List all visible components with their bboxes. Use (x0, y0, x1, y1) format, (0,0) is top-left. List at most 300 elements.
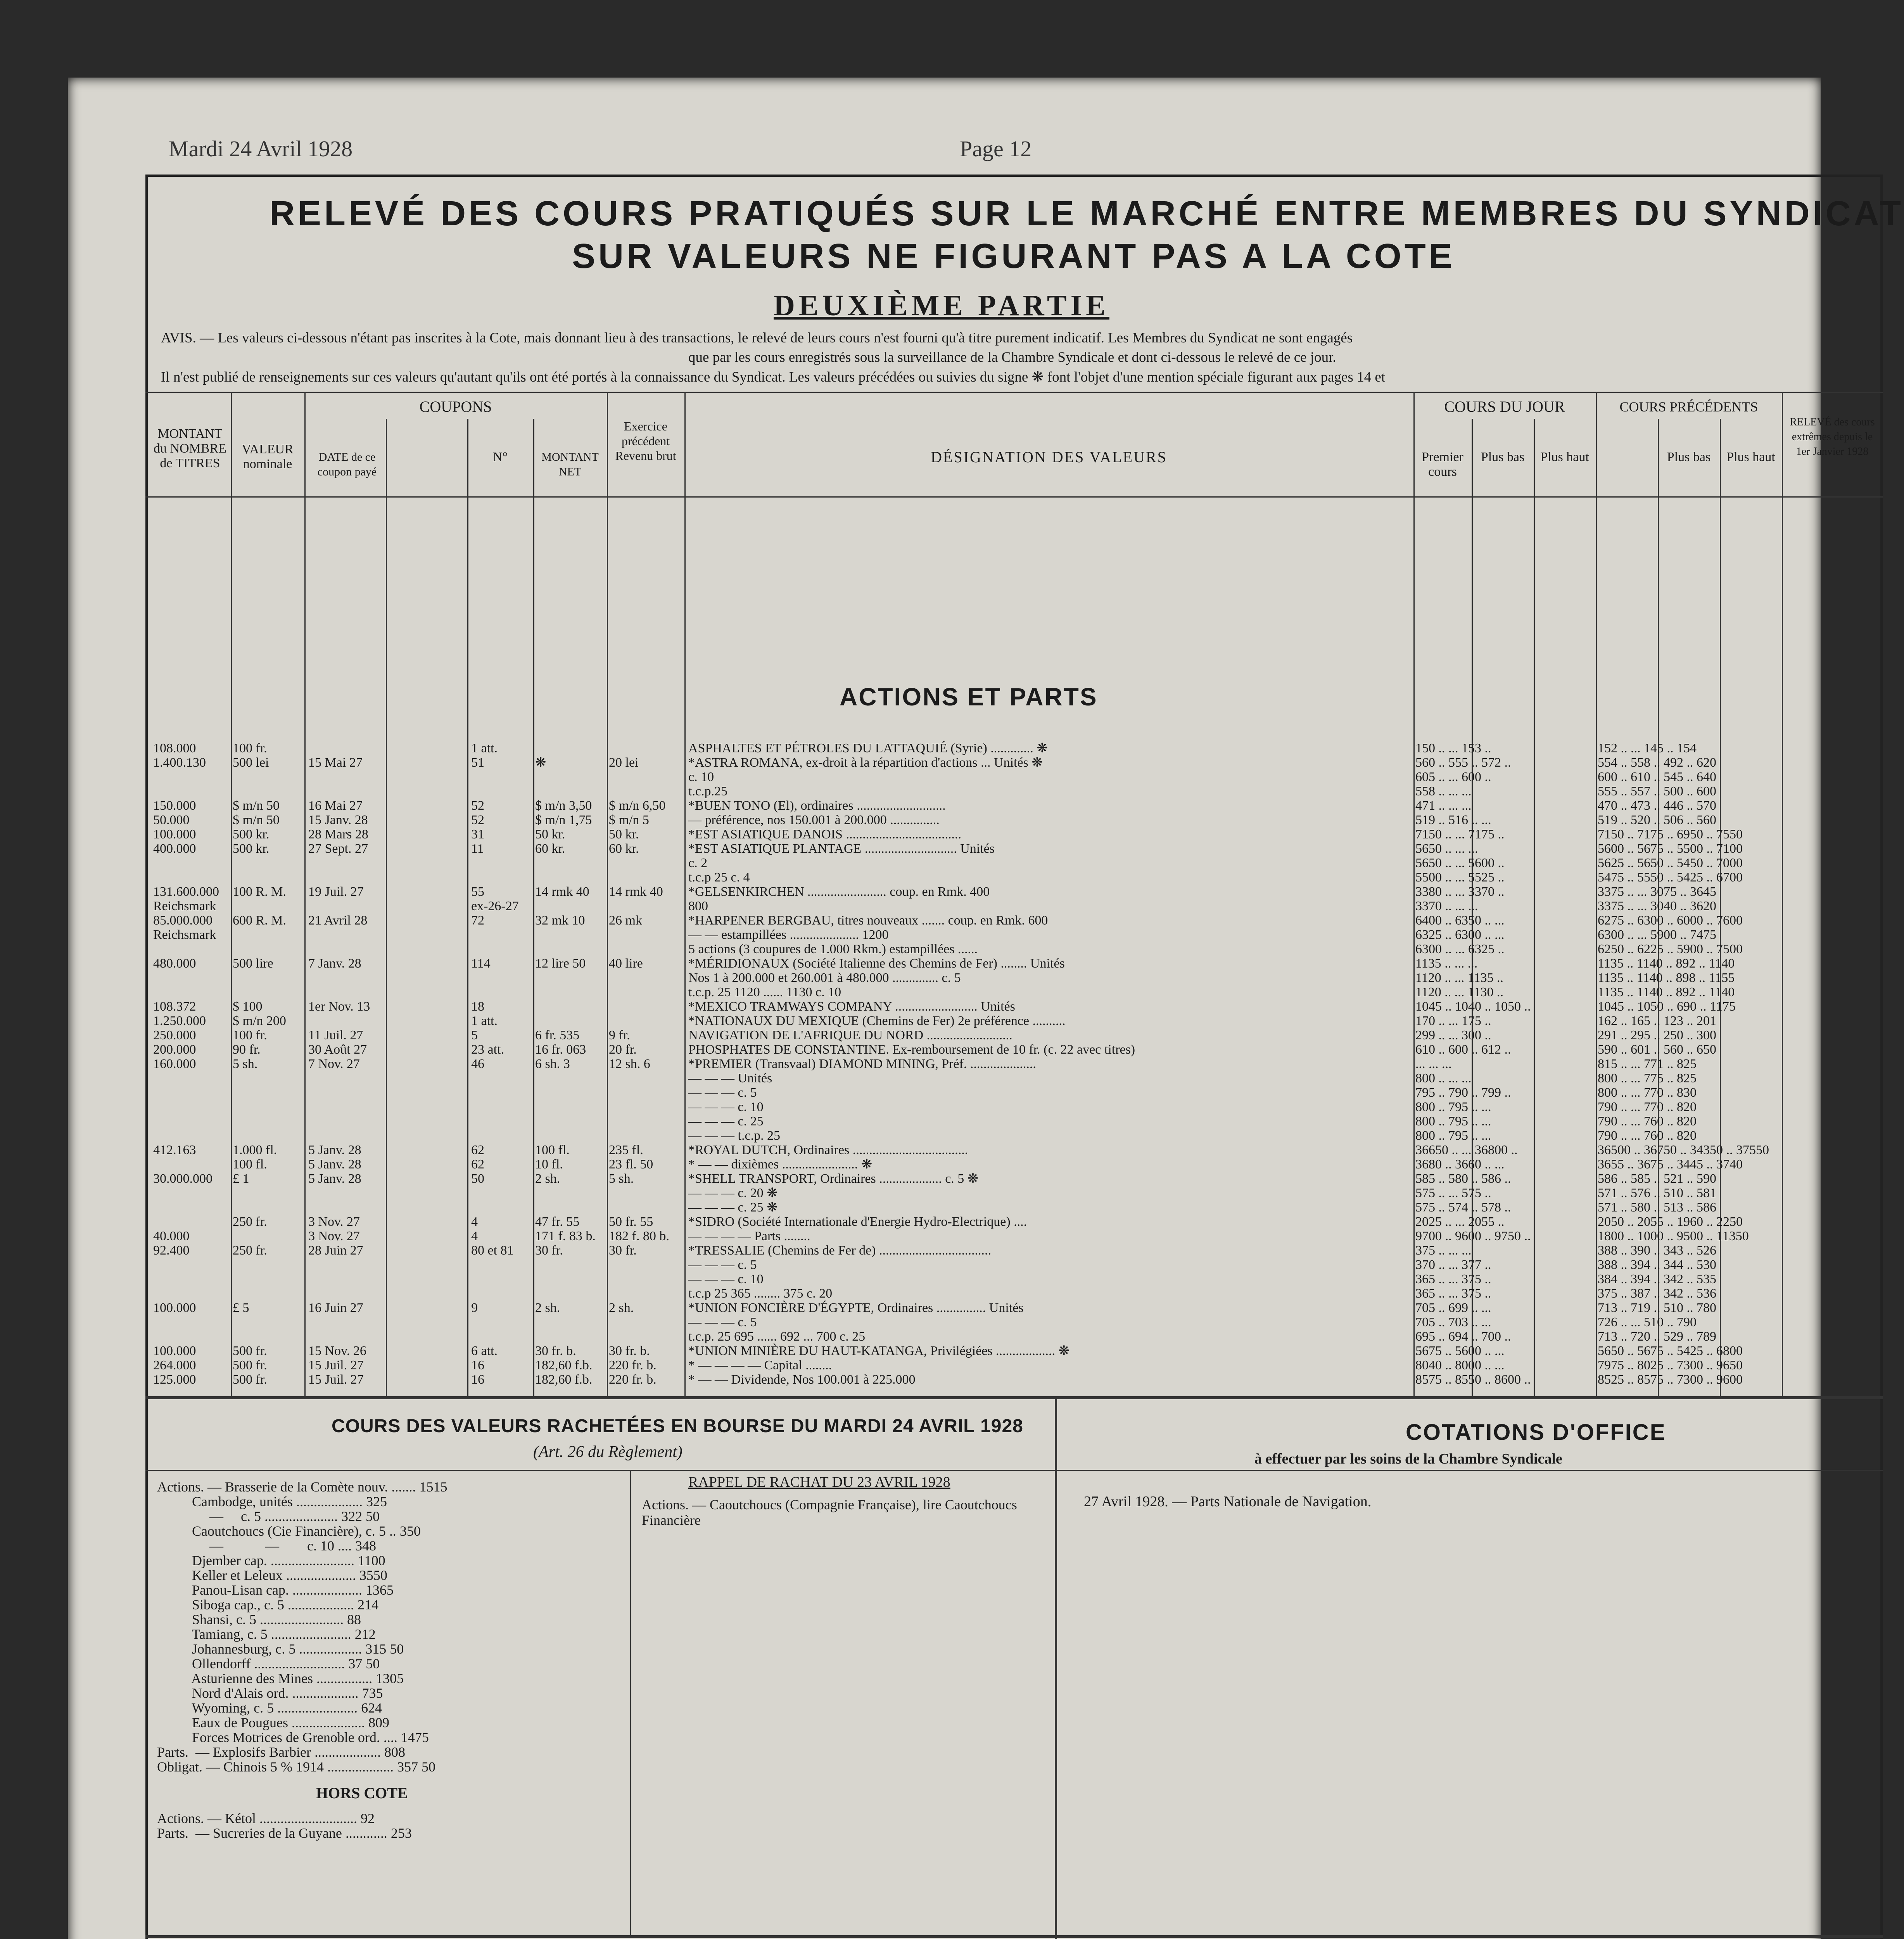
rachetees-subtitle: (Art. 26 du Règlement) (533, 1443, 682, 1461)
cell-revenu: 40 lire (609, 956, 643, 971)
cell-valeur: $ m/n 200 (233, 1014, 286, 1028)
rappel-rachat-title: RAPPEL DE RACHAT DU 23 AVRIL 1928 (688, 1474, 950, 1490)
cell-n: 9 (471, 1301, 478, 1315)
cell-designation: — — estampillées ..................... 1200 (688, 928, 889, 942)
cell-net: 171 f. 83 b. (535, 1229, 596, 1243)
cell-revenu: 220 fr. b. (609, 1358, 657, 1372)
cell-cours-prec: 5475 .. 5550 .. 5425 .. 6700 (1598, 870, 1743, 885)
cell-net: ❋ (535, 755, 546, 770)
cell-designation: t.c.p.25 (688, 784, 728, 798)
cell-valeur: £ 5 (233, 1301, 249, 1315)
cell-revenu: 20 fr. (609, 1042, 637, 1057)
cell-designation: — — — c. 5 (688, 1258, 757, 1272)
cell-cours-prec: 470 .. 473 .. 446 .. 570 (1598, 798, 1716, 813)
cell-designation: c. 2 (688, 856, 708, 870)
cell-cours-prec: 790 .. ... 760 .. 820 (1598, 1128, 1697, 1143)
cell-cours-jour: 610 .. 600 .. 612 .. (1415, 1042, 1511, 1057)
cell-date: 21 Avril 28 (308, 913, 368, 928)
cell-n: 52 (471, 798, 484, 813)
hors-cote-title: HORS COTE (316, 1784, 408, 1802)
cell-cours-jour: 695 .. 694 .. 700 .. (1415, 1329, 1511, 1344)
header-page: Page 12 (960, 136, 1032, 161)
cell-cours-prec: 586 .. 585 .. 521 .. 590 (1598, 1172, 1716, 1186)
cell-date: 27 Sept. 27 (308, 842, 368, 856)
cell-revenu: 50 kr. (609, 827, 639, 842)
cell-cours-jour: 2025 .. ... 2055 .. (1415, 1215, 1505, 1229)
cell-cours-jour: 5650 .. ... 5600 .. (1415, 856, 1505, 870)
col-header-premier: Premier cours (1422, 450, 1463, 479)
cell-n: 46 (471, 1057, 484, 1071)
cell-montant: 131.600.000 (153, 885, 219, 899)
cell-valeur: 100 R. M. (233, 885, 286, 899)
cell-revenu: 220 fr. b. (609, 1372, 657, 1387)
cell-net: 182,60 f.b. (535, 1358, 593, 1372)
col-rule (630, 1470, 631, 1935)
cell-date: 15 Mai 27 (308, 755, 363, 770)
cell-cours-prec: 152 .. ... 145 .. 154 (1598, 741, 1697, 755)
cell-designation: *SHELL TRANSPORT, Ordinaires ................... c. 5 ❋ (688, 1172, 979, 1186)
cell-cours-prec: 5600 .. 5675 .. 5500 .. 7100 (1598, 842, 1743, 856)
cell-designation: — préférence, nos 150.001 à 200.000 ............... (688, 813, 940, 827)
cell-n: 23 att. (471, 1042, 504, 1057)
cell-cours-prec: 375 .. 387 .. 342 .. 536 (1598, 1286, 1716, 1301)
cell-cours-jour: 1135 .. ... ... (1415, 956, 1478, 971)
avis-line3: Il n'est publié de renseignements sur ces valeurs qu'autant qu'ils ont été portés à la connaissance du Syndicat. Les valeurs précédées ou suivies du signe ❋ font l'objet d'une mention spéciale figurant aux pages 14 et (161, 369, 1386, 385)
cell-date: 15 Juil. 27 (308, 1372, 364, 1387)
cell-cours-prec: 590 .. 601 .. 560 .. 650 (1598, 1042, 1716, 1057)
rappel-rachat-text: Actions. — Caoutchoucs (Compagnie Française), lire Caoutchoucs Financière (642, 1497, 1017, 1528)
cell-cours-jour: 6325 .. 6300 .. ... (1415, 928, 1505, 942)
cell-cours-jour: 8575 .. 8550 .. 8600 .. (1415, 1372, 1531, 1387)
cell-designation: — — — c. 25 ❋ (688, 1200, 778, 1215)
cell-cours-prec: 554 .. 558 .. 492 .. 620 (1598, 755, 1716, 770)
col-header-plus-haut: Plus haut (1540, 450, 1589, 464)
cell-montant: 85.000.000 (153, 913, 213, 928)
cell-cours-jour: 471 .. ... ... (1415, 798, 1472, 813)
cell-cours-prec: 6275 .. 6300 .. 6000 .. 7600 (1598, 913, 1743, 928)
cell-cours-prec: 8525 .. 8575 .. 7300 .. 9600 (1598, 1372, 1743, 1387)
cell-designation: — — — c. 5 (688, 1315, 757, 1329)
cell-cours-jour: 575 .. ... 575 .. (1415, 1186, 1491, 1200)
cell-designation: *SIDRO (Société Internationale d'Energie Hydro-Electrique) .... (688, 1215, 1027, 1229)
title-line2: SUR VALEURS NE FIGURANT PAS A LA COTE (572, 237, 1455, 276)
cell-cours-prec: 7150 .. 7175 .. 6950 .. 7550 (1598, 827, 1743, 842)
cell-designation: — — — Unités (688, 1071, 772, 1085)
cell-montant: 108.372 (153, 999, 196, 1014)
cell-cours-jour: 1120 .. ... 1130 .. (1415, 985, 1503, 999)
cell-n: 80 et 81 (471, 1243, 514, 1258)
cell-valeur: 1.000 fl. (233, 1143, 277, 1157)
cell-designation: *HARPENER BERGBAU, titres nouveaux ....... coup. en Rmk. 600 (688, 913, 1048, 928)
col-header-cours-jour: COURS DU JOUR (1444, 398, 1565, 415)
cell-date: 15 Janv. 28 (308, 813, 368, 827)
cell-cours-prec: 571 .. 576 .. 510 .. 581 (1598, 1186, 1716, 1200)
col-rule (1055, 1935, 1057, 1939)
cell-date: 15 Juil. 27 (308, 1358, 364, 1372)
cell-montant: 92.400 (153, 1243, 190, 1258)
cell-montant: 150.000 (153, 798, 196, 813)
cell-montant: 100.000 (153, 827, 196, 842)
cell-cours-prec: 800 .. ... 770 .. 830 (1598, 1085, 1697, 1100)
cell-cours-prec: 800 .. ... 775 .. 825 (1598, 1071, 1697, 1085)
cell-cours-jour: 800 .. 795 .. ... (1415, 1100, 1491, 1114)
cell-n: 4 (471, 1215, 478, 1229)
cell-cours-prec: 790 .. ... 770 .. 820 (1598, 1100, 1697, 1114)
cell-n: 1 att. (471, 1014, 498, 1028)
cell-valeur: $ m/n 50 (233, 798, 280, 813)
cell-cours-jour: 800 .. 795 .. ... (1415, 1128, 1491, 1143)
cell-cours-jour: 7150 .. ... 7175 .. (1415, 827, 1505, 842)
avis-line2: que par les cours enregistrés sous la surveillance de la Chambre Syndicale et dont ci-dessous le relevé de ce jour. (688, 349, 1336, 365)
cell-cours-jour: 585 .. 580 .. 586 .. (1415, 1172, 1511, 1186)
cell-designation: ASPHALTES ET PÉTROLES DU LATTAQUIÉ (Syrie) ............. ❋ (688, 741, 1048, 755)
cell-date: 28 Juin 27 (308, 1243, 363, 1258)
cell-net: 12 lire 50 (535, 956, 586, 971)
cell-n: 62 (471, 1143, 484, 1157)
cell-valeur: 250 fr. (233, 1243, 267, 1258)
rule (145, 1935, 1883, 1938)
cell-cours-prec: 1800 .. 1000 .. 9500 .. 11350 (1598, 1229, 1749, 1243)
cell-revenu: $ m/n 6,50 (609, 798, 666, 813)
cell-valeur: 250 fr. (233, 1215, 267, 1229)
cell-net: 32 mk 10 (535, 913, 585, 928)
cell-valeur: 100 fr. (233, 741, 267, 755)
cell-cours-jour: 6300 .. ... 6325 .. (1415, 942, 1505, 956)
cell-designation: *ASTRA ROMANA, ex-droit à la répartition d'actions ... Unités ❋ (688, 755, 1043, 770)
cell-net: 182,60 f.b. (535, 1372, 593, 1387)
cell-valeur: 500 lire (233, 956, 273, 971)
cell-net: 10 fl. (535, 1157, 563, 1172)
cell-revenu: 50 fr. 55 (609, 1215, 653, 1229)
cell-cours-jour: 605 .. ... 600 .. (1415, 770, 1491, 784)
title-line1: RELEVÉ DES COURS PRATIQUÉS SUR LE MARCHÉ ENTRE MEMBRES DU SYNDICAT (270, 194, 1904, 233)
cell-designation: t.c.p. 25 695 ...... 692 ... 700 c. 25 (688, 1329, 866, 1344)
cell-montant: 160.000 (153, 1057, 196, 1071)
col-header-montant: MONTANT du NOMBRE de TITRES (154, 427, 226, 470)
cell-n: 55 (471, 885, 484, 899)
cell-designation: t.c.p 25 365 ........ 375 c. 20 (688, 1286, 833, 1301)
cell-montant: 1.400.130 (153, 755, 206, 770)
cell-n: 16 (471, 1358, 484, 1372)
cell-valeur: 600 R. M. (233, 913, 286, 928)
cell-date: 5 Janv. 28 (308, 1172, 361, 1186)
col-header-valeur: VALEUR nominale (242, 442, 294, 471)
cell-designation: *TRESSALIE (Chemins de Fer de) .................................. (688, 1243, 991, 1258)
cell-date: 3 Nov. 27 (308, 1215, 360, 1229)
cell-montant: 108.000 (153, 741, 196, 755)
cell-cours-jour: 370 .. ... 377 .. (1415, 1258, 1491, 1272)
cell-cours-prec: 726 .. ... 510 .. 790 (1598, 1315, 1697, 1329)
cell-cours-jour: 800 .. ... ... (1415, 1071, 1472, 1085)
cell-cours-prec: 36500 .. 36750 .. 34350 .. 37550 (1598, 1143, 1769, 1157)
cell-valeur: $ m/n 50 (233, 813, 280, 827)
cell-n: 11 (471, 842, 484, 856)
rule (145, 1470, 1055, 1471)
rule (1055, 1470, 1883, 1471)
cell-n: 51 (471, 755, 484, 770)
cell-montant: 30.000.000 (153, 1172, 213, 1186)
rule (145, 1396, 1883, 1399)
cell-montant: 50.000 (153, 813, 190, 827)
cell-valeur: 500 fr. (233, 1372, 267, 1387)
cell-date: 7 Janv. 28 (308, 956, 361, 971)
cell-date: 16 Mai 27 (308, 798, 363, 813)
cell-cours-prec: 6300 .. ... 5900 .. 7475 (1598, 928, 1716, 942)
cell-montant: 125.000 (153, 1372, 196, 1387)
cell-cours-prec: 713 .. 720 .. 529 .. 789 (1598, 1329, 1716, 1344)
avis-line1: AVIS. — Les valeurs ci-dessous n'étant pas inscrites à la Cote, mais donnant lieu à des transactions, le relevé de leurs cours n'est fourni qu'à titre purement indicatif. Les Membres du Syndicat ne sont engagés (161, 330, 1353, 346)
cell-net: 47 fr. 55 (535, 1215, 580, 1229)
cell-cours-jour: 170 .. ... 175 .. (1415, 1014, 1491, 1028)
cell-designation: *MÉRIDIONAUX (Société Italienne des Chemins de Fer) ........ Unités (688, 956, 1065, 971)
col-header-coupons: COUPONS (419, 398, 492, 415)
office-title: COTATIONS D'OFFICE (1406, 1420, 1666, 1445)
cell-revenu: 20 lei (609, 755, 639, 770)
cell-montant: 1.250.000 (153, 1014, 206, 1028)
col-header-designation: DÉSIGNATION DES VALEURS (931, 448, 1167, 466)
cell-cours-prec: 790 .. ... 760 .. 820 (1598, 1114, 1697, 1128)
cell-date: 11 Juil. 27 (308, 1028, 363, 1042)
cell-designation: *EST ASIATIQUE DANOIS ................................... (688, 827, 961, 842)
cell-cours-jour: ... ... ... (1415, 1057, 1452, 1071)
cell-cours-jour: 365 .. ... 375 .. (1415, 1272, 1491, 1286)
cell-montant: 200.000 (153, 1042, 196, 1057)
cell-cours-prec: 388 .. 394 .. 344 .. 530 (1598, 1258, 1716, 1272)
cell-date: 3 Nov. 27 (308, 1229, 360, 1243)
cell-valeur: 500 fr. (233, 1344, 267, 1358)
cell-cours-prec: 7975 .. 8025 .. 7300 .. 9650 (1598, 1358, 1743, 1372)
col-header-date: DATE de ce coupon payé (317, 451, 377, 478)
cell-cours-jour: 5500 .. ... 5525 .. (1415, 870, 1505, 885)
col-header-prec-haut: Plus haut (1726, 450, 1775, 464)
cell-cours-jour: 1120 .. ... 1135 .. (1415, 971, 1503, 985)
cell-designation: *UNION FONCIÈRE D'ÉGYPTE, Ordinaires ............... Unités (688, 1301, 1024, 1315)
cell-designation: *BUEN TONO (El), ordinaires ........................... (688, 798, 946, 813)
cell-valeur: 90 fr. (233, 1042, 261, 1057)
col-rule (1055, 1396, 1057, 1935)
cell-net: 14 rmk 40 (535, 885, 589, 899)
cell-n: 114 (471, 956, 491, 971)
cell-cours-jour: 5675 .. 5600 .. ... (1415, 1344, 1505, 1358)
cell-cours-prec: 1135 .. 1140 .. 898 .. 1155 (1598, 971, 1735, 985)
newspaper-page (68, 78, 1904, 1939)
cell-net: 50 kr. (535, 827, 565, 842)
cell-valeur: $ 100 (233, 999, 263, 1014)
cell-date: 19 Juil. 27 (308, 885, 364, 899)
cell-cours-jour: 575 .. 574 .. 578 .. (1415, 1200, 1511, 1215)
cell-date: 1er Nov. 13 (308, 999, 370, 1014)
cell-designation: — — — c. 10 (688, 1100, 764, 1114)
cell-cours-jour: 5650 .. ... ... (1415, 842, 1478, 856)
cell-cours-prec: 555 .. 557 .. 500 .. 600 (1598, 784, 1716, 798)
cell-cours-jour: 795 .. 790 .. 799 .. (1415, 1085, 1511, 1100)
cell-n: 62 (471, 1157, 484, 1172)
cell-revenu: 60 kr. (609, 842, 639, 856)
cell-net: 30 fr. b. (535, 1344, 576, 1358)
cell-designation: *EST ASIATIQUE PLANTAGE ............................ Unités (688, 842, 995, 856)
cell-designation: — — — t.c.p. 25 (688, 1128, 781, 1143)
cell-designation: Nos 1 à 200.000 et 260.001 à 480.000 .............. c. 5 (688, 971, 961, 985)
cell-designation: * — — — — Capital ........ (688, 1358, 832, 1372)
cell-net: 60 kr. (535, 842, 565, 856)
cell-cours-prec: 384 .. 394 .. 342 .. 535 (1598, 1272, 1716, 1286)
cell-revenu: 5 sh. (609, 1172, 634, 1186)
cell-n: 52 (471, 813, 484, 827)
cell-montant: 100.000 (153, 1344, 196, 1358)
cell-revenu: 26 mk (609, 913, 642, 928)
cell-cours-jour: 9700 .. 9600 .. 9750 .. (1415, 1229, 1531, 1243)
cell-montant: 264.000 (153, 1358, 196, 1372)
cell-revenu: 2 sh. (609, 1301, 634, 1315)
cell-valeur: 500 fr. (233, 1358, 267, 1372)
cell-net: 2 sh. (535, 1172, 560, 1186)
cell-designation: * — — Dividende, Nos 100.001 à 225.000 (688, 1372, 916, 1387)
cell-cours-jour: 3380 .. ... 3370 .. (1415, 885, 1505, 899)
cell-cours-prec: 571 .. 580 .. 513 .. 586 (1598, 1200, 1716, 1215)
cell-cours-jour: 1045 .. 1040 .. 1050 .. (1415, 999, 1531, 1014)
cell-valeur: 500 lei (233, 755, 269, 770)
cell-revenu: $ m/n 5 (609, 813, 649, 827)
cell-cours-prec: 1135 .. 1140 .. 892 .. 1140 (1598, 956, 1735, 971)
cell-designation: *ROYAL DUTCH, Ordinaires ................................... (688, 1143, 968, 1157)
cell-cours-prec: 162 .. 165 .. 123 .. 201 (1598, 1014, 1716, 1028)
cell-cours-jour: 6400 .. 6350 .. ... (1415, 913, 1505, 928)
cell-designation: 5 actions (3 coupures de 1.000 Rkm.) estampillées ...... (688, 942, 978, 956)
cell-cours-prec: 1045 .. 1050 .. 690 .. 1175 (1598, 999, 1736, 1014)
cell-date: 28 Mars 28 (308, 827, 368, 842)
cell-n: 16 (471, 1372, 484, 1387)
cell-valeur: 500 kr. (233, 827, 270, 842)
cell-net: $ m/n 1,75 (535, 813, 592, 827)
cell-cours-prec: 3375 .. ... 3075 .. 3645 (1598, 885, 1716, 899)
cell-date: 7 Nov. 27 (308, 1057, 360, 1071)
cell-cours-prec: 519 .. 520 .. 506 .. 560 (1598, 813, 1716, 827)
cell-designation: c. 10 (688, 770, 714, 784)
cell-date: 5 Janv. 28 (308, 1157, 361, 1172)
cell-net: 30 fr. (535, 1243, 563, 1258)
cell-designation: — — — c. 10 (688, 1272, 764, 1286)
col-header-net: MONTANT NET (541, 451, 599, 478)
cell-revenu: 14 rmk 40 (609, 885, 663, 899)
cell-designation: *MEXICO TRAMWAYS COMPANY ......................... Unités (688, 999, 1015, 1014)
cell-montant: Reichsmark (153, 899, 216, 913)
cell-cours-jour: 8040 .. 8000 .. ... (1415, 1358, 1505, 1372)
cell-date: 30 Août 27 (308, 1042, 367, 1057)
cell-valeur: 5 sh. (233, 1057, 258, 1071)
cell-valeur: £ 1 (233, 1172, 249, 1186)
cell-net: $ m/n 3,50 (535, 798, 592, 813)
header-date: Mardi 24 Avril 1928 (169, 136, 353, 161)
cell-cours-jour: 3370 .. ... ... (1415, 899, 1478, 913)
cell-n: 1 att. (471, 741, 498, 755)
cell-cours-prec: 1135 .. 1140 .. 892 .. 1140 (1598, 985, 1735, 999)
cell-valeur: 100 fr. (233, 1028, 267, 1042)
cell-cours-jour: 705 .. 699 .. ... (1415, 1301, 1491, 1315)
cell-cours-prec: 388 .. 390 .. 343 .. 526 (1598, 1243, 1716, 1258)
cell-cours-prec: 713 .. 719 .. 510 .. 780 (1598, 1301, 1716, 1315)
cell-revenu: 23 fl. 50 (609, 1157, 653, 1172)
cell-cours-prec: 600 .. 610 .. 545 .. 640 (1598, 770, 1716, 784)
cell-n: 72 (471, 913, 484, 928)
cell-n: 6 att. (471, 1344, 498, 1358)
cell-designation: *NATIONAUX DU MEXIQUE (Chemins de Fer) 2e préférence .......... (688, 1014, 1066, 1028)
cell-revenu: 30 fr. b. (609, 1344, 650, 1358)
cell-n: 4 (471, 1229, 478, 1243)
cell-montant: 480.000 (153, 956, 196, 971)
cell-designation: — — — c. 25 (688, 1114, 764, 1128)
cell-valeur: 500 kr. (233, 842, 270, 856)
cell-revenu: 235 fl. (609, 1143, 643, 1157)
cell-cours-jour: 299 .. ... 300 .. (1415, 1028, 1491, 1042)
cell-designation: 800 (688, 899, 708, 913)
cell-cours-jour: 365 .. ... 375 .. (1415, 1286, 1491, 1301)
cell-designation: t.c.p 25 c. 4 (688, 870, 750, 885)
cell-montant: 412.163 (153, 1143, 196, 1157)
cell-designation: — — — c. 5 (688, 1085, 757, 1100)
cell-designation: NAVIGATION DE L'AFRIQUE DU NORD .......................... (688, 1028, 1012, 1042)
cell-montant: 100.000 (153, 1301, 196, 1315)
rule (145, 496, 1883, 498)
hors-cote-list: Actions. — Kétol ............................ 92 Parts. — Sucreries de la Guyane ............ 253 (157, 1811, 412, 1841)
cell-cours-jour: 558 .. ... ... (1415, 784, 1472, 798)
cell-revenu: 30 fr. (609, 1243, 637, 1258)
col-header-n: N° (492, 450, 508, 464)
cell-n: 5 (471, 1028, 478, 1042)
cell-date: 16 Juin 27 (308, 1301, 363, 1315)
cell-designation: *PREMIER (Transvaal) DIAMOND MINING, Préf. .................... (688, 1057, 1036, 1071)
cell-designation: — — — c. 20 ❋ (688, 1186, 778, 1200)
cell-net: 2 sh. (535, 1301, 560, 1315)
cell-net: 16 fr. 063 (535, 1042, 586, 1057)
cell-revenu: 182 f. 80 b. (609, 1229, 669, 1243)
cell-n: 50 (471, 1172, 484, 1186)
col-header-plus-bas: Plus bas (1481, 450, 1525, 464)
cell-cours-prec: 815 .. ... 771 .. 825 (1598, 1057, 1697, 1071)
cell-n: 31 (471, 827, 484, 842)
cell-cours-jour: 3680 .. 3660 .. ... (1415, 1157, 1505, 1172)
cell-designation: *GELSENKIRCHEN ........................ coup. en Rmk. 400 (688, 885, 990, 899)
cell-cours-jour: 36650 .. ... 36800 .. (1415, 1143, 1518, 1157)
col-header-prec-bas: Plus bas (1667, 450, 1711, 464)
cell-designation: t.c.p. 25 1120 ...... 1130 c. 10 (688, 985, 841, 999)
cell-cours-prec: 3655 .. 3675 .. 3445 .. 3740 (1598, 1157, 1743, 1172)
cell-date: 5 Janv. 28 (308, 1143, 361, 1157)
part-title: DEUXIÈME PARTIE (774, 289, 1109, 322)
rachetees-list: Actions. — Brasserie de la Comète nouv. ....... 1515 Cambodge, unités ................... 325 — c. 5 ..................... 322 50 Caoutchoucs (Cie Financière), c. 5 .. 350 — — c. 10 .... 348 Djember cap. ........................ 1100 Keller et Leleux .................... 3550 Panou-Lisan cap. .................... 1365 Siboga cap., c. 5 ................... 214 Shansi, c. 5 ........................ 88 Tamiang, c. 5 ....................... 212 Johannesburg, c. 5 .................. 315 50 Ollendorff .......................... 37 50 Asturienne des Mines ................ 1305 Nord d'Alais ord. ................... 735 Wyoming, c. 5 ....................... 624 Eaux de Pougues ..................... 809 Forces Motrices de Grenoble ord. .... 1475 Parts. — Explosifs Barbier ................... 808 Obligat. — Chinois 5 % 1914 ................... 357 50 (157, 1479, 447, 1775)
main-table-body (145, 741, 1883, 1396)
cell-revenu: 9 fr. (609, 1028, 630, 1042)
section-actions-parts: ACTIONS ET PARTS (840, 683, 1098, 711)
cell-date: 15 Nov. 26 (308, 1344, 366, 1358)
cell-designation: * — — dixièmes ....................... ❋ (688, 1157, 873, 1172)
cell-n: ex-26-27 (471, 899, 519, 913)
col-header-cours-precedents: COURS PRÉCÉDENTS (1619, 399, 1758, 415)
cell-cours-jour: 800 .. 795 .. ... (1415, 1114, 1491, 1128)
office-text: 27 Avril 1928. — Parts Nationale de Navigation. (1084, 1493, 1372, 1510)
cell-cours-prec: 5625 .. 5650 .. 5450 .. 7000 (1598, 856, 1743, 870)
col-header-releve: RELEVÉ des cours extrêmes depuis le 1er Janvier 1928 (1790, 416, 1875, 458)
cell-cours-jour: 519 .. 516 .. ... (1415, 813, 1491, 827)
cell-net: 6 sh. 3 (535, 1057, 570, 1071)
cell-designation: PHOSPHATES DE CONSTANTINE. Ex-remboursement de 10 fr. (c. 22 avec titres) (688, 1042, 1135, 1057)
cell-net: 6 fr. 535 (535, 1028, 580, 1042)
cell-n: 18 (471, 999, 484, 1014)
cell-cours-prec: 6250 .. 6225 .. 5900 .. 7500 (1598, 942, 1743, 956)
cell-valeur: 100 fl. (233, 1157, 267, 1172)
cell-designation: *UNION MINIÈRE DU HAUT-KATANGA, Privilégiées .................. ❋ (688, 1344, 1070, 1358)
cell-cours-prec: 291 .. 295 .. 250 .. 300 (1598, 1028, 1716, 1042)
col-header-exercice: Exercice précédent Revenu brut (615, 419, 676, 463)
